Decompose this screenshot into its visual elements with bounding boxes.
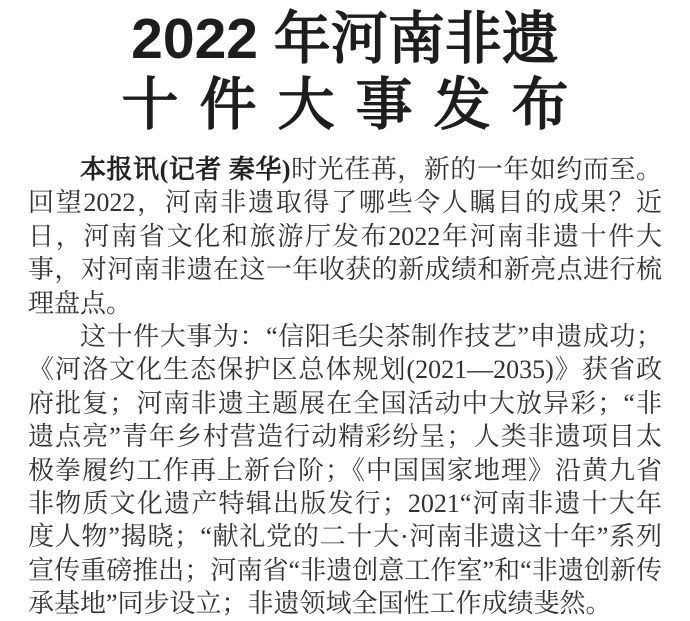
paragraph-intro <box>28 153 662 320</box>
headline-line-1: 2022 年河南非遗 <box>131 7 559 71</box>
headline-line-2: 十件大事发布 <box>121 73 590 137</box>
byline-reporter: 本报讯(记者 秦华) <box>80 155 291 184</box>
article-body <box>28 153 662 621</box>
article-headline <box>28 6 662 138</box>
paragraph-intro-text: 时光荏苒，新的一年如约而至。回望2022，河南非遗取得了哪些令人瞩目的成果？近日，河南省文化和旅游厅发布2022年河南非遗十件大事，对河南非遗在这一年收获的新成绩和新亮点进行梳理盘点。 <box>28 155 662 318</box>
paragraph-ten-events-text: 这十件大事为：“信阳毛尖茶制作技艺”申遗成功；《河洛文化生态保护区总体规划(2021—2035)》获省政府批复；河南非遗主题展在全国活动中大放异彩；“非遗点亮”青年乡村营造行动精彩纷呈；人类非遗项目太极拳履约工作再上新台阶；《中国国家地理》沿黄九省非物质文化遗产特辑出版发行；2021“河南非遗十大年度人物”揭晓；“献礼党的二十大·河南非遗这十年”系列宣传重磅推出；河南省“非遗创意工作室”和“非遗创新传承基地”同步设立；非遗领域全国性工作成绩斐然。 <box>28 322 662 619</box>
paragraph-ten-events <box>28 320 662 621</box>
